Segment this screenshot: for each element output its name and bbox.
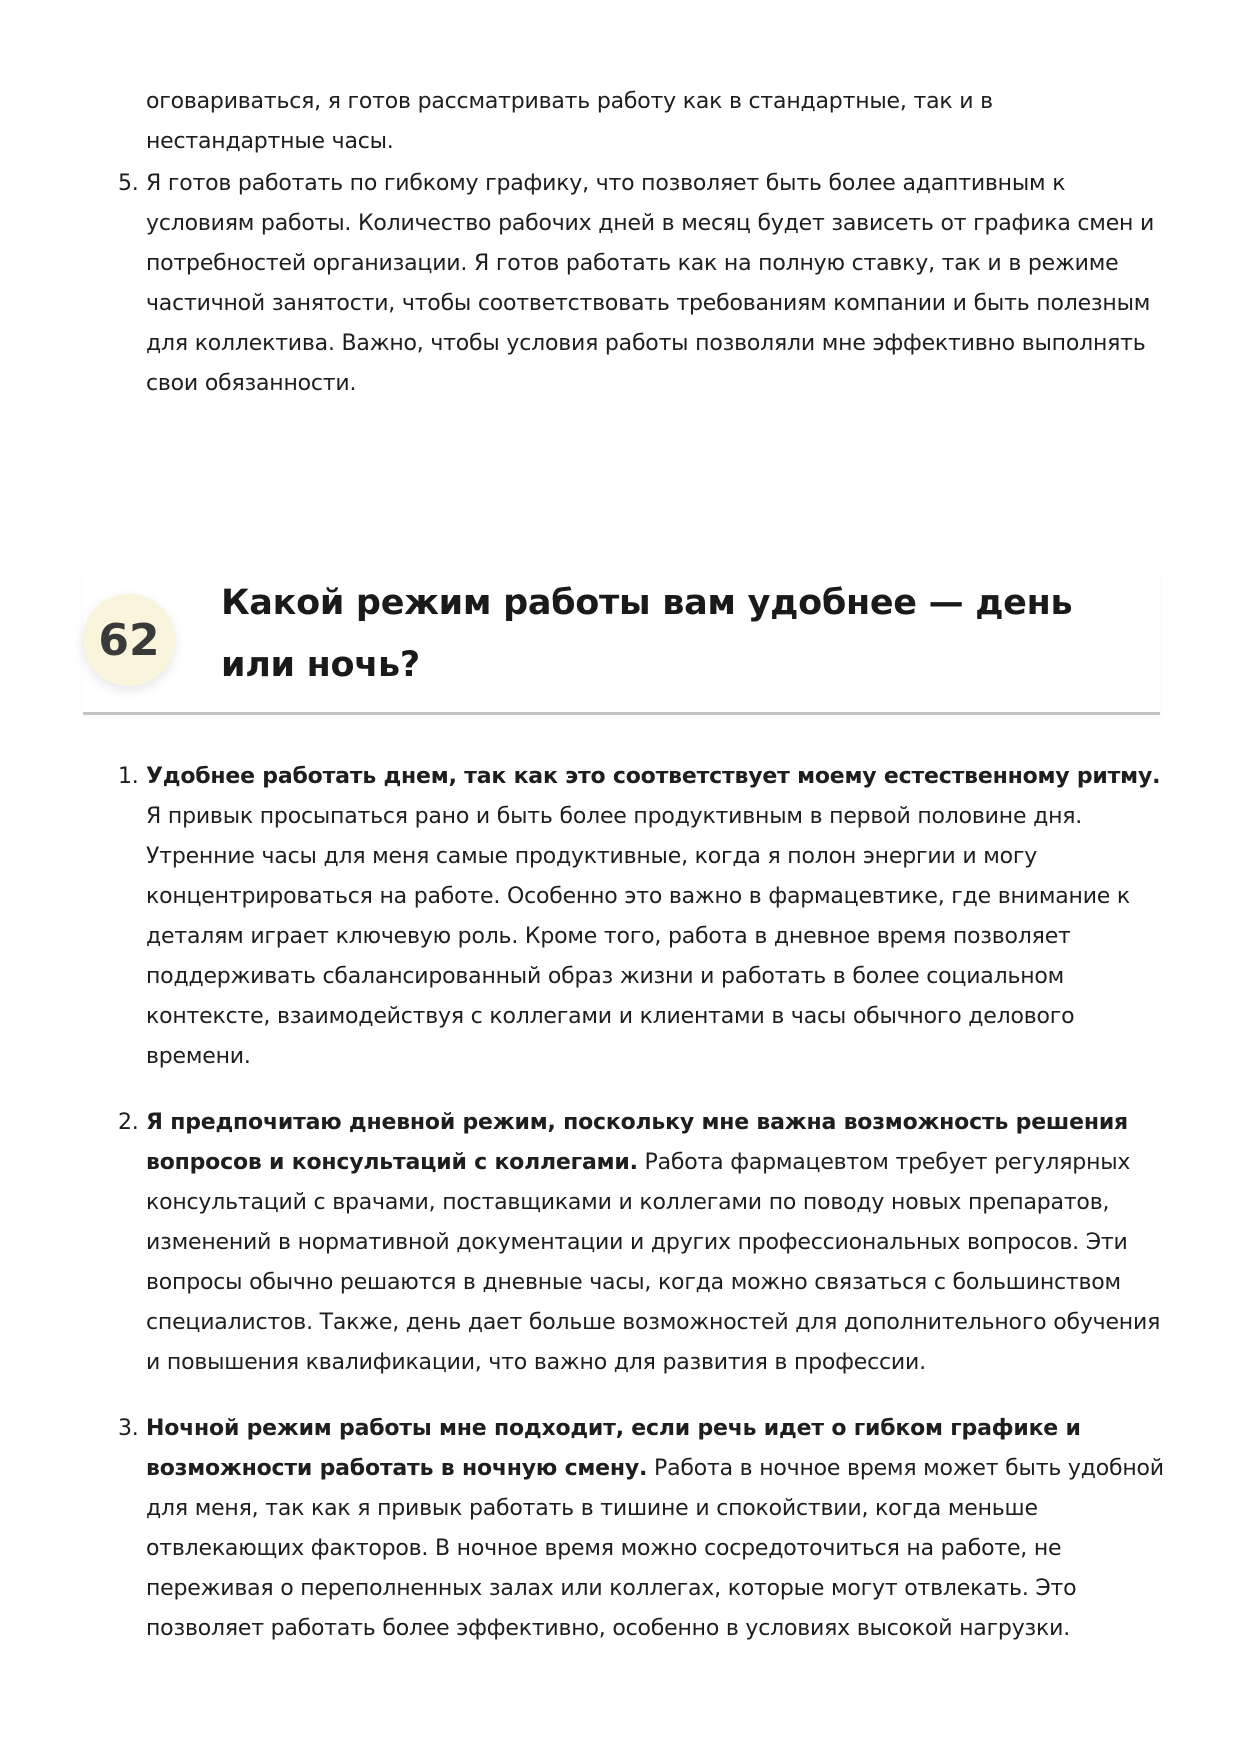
question-title: Какой режим работы вам удобнее — день или ночь?	[221, 583, 1073, 685]
list-number: 1.	[118, 764, 139, 789]
list-number: 3.	[118, 1416, 139, 1441]
question-header	[83, 572, 1160, 715]
list-number: 2.	[118, 1110, 139, 1135]
continuation-paragraph: оговариваться, я готов рассматривать работу как в стандартные, так и в нестандартные часы.	[146, 89, 993, 154]
answer-lead: Ночной режим работы мне подходит, если речь идет о гибком графике и возможности работать в ночную смену.	[146, 1416, 1081, 1481]
answer-text: Я привык просыпаться рано и быть более продуктивным в первой половине дня. Утренние часы для меня самые продуктивные, когда я полон энергии и могу концентрироваться на работе. Особенно это важно в фармацевтике, где внимание к деталям играет ключевую роль. Кроме того, работа в дневное время позволяет поддерживать сбалансированный образ жизни и работать в более социальном контексте, взаимодействуя с коллегами и клиентами в часы обычного делового времени.	[146, 804, 1131, 1069]
answer-lead: Удобнее работать днем, так как это соответствует моему естественному ритму.	[146, 764, 1161, 789]
answer-text: Работа фармацевтом требует регулярных консультаций с врачами, поставщиками и коллегами по поводу новых препаратов, изменений в нормативной документации и других профессиональных вопросов. Эти вопросы обычно решаются в дневные часы, когда можно связаться с большинством специалистов. Также, день дает больше возможностей для дополнительного обучения и повышения квалификации, что важно для развития в профессии.	[146, 1150, 1161, 1375]
list-number: 5.	[118, 171, 139, 196]
previous-answer-list	[118, 164, 1166, 404]
list-item	[118, 164, 1166, 404]
answer-list	[118, 757, 1166, 1649]
answer-lead: Я предпочитаю дневной режим, поскольку мне важна возможность решения вопросов и консультаций с коллегами.	[146, 1110, 1128, 1175]
answer-text: Работа в ночное время может быть удобной для меня, так как я привык работать в тишине и спокойствии, когда меньше отвлекающих факторов. В ночное время можно сосредоточиться на работе, не переживая о переполненных залах или коллегах, которые могут отвлекать. Это позволяет работать более эффективно, особенно в условиях высокой нагрузки.	[146, 1456, 1164, 1641]
list-item	[118, 1409, 1166, 1649]
list-item	[118, 757, 1166, 1077]
list-item-text: Я готов работать по гибкому графику, что позволяет быть более адаптивным к условиям работы. Количество рабочих дней в месяц будет зависеть от графика смен и потребностей организации. Я готов работать как на полную ставку, так и в режиме частичной занятости, чтобы соответствовать требованиям компании и быть полезным для коллектива. Важно, чтобы условия работы позволяли мне эффективно выполнять свои обязанности.	[146, 171, 1155, 396]
list-item	[118, 1103, 1166, 1383]
question-number-badge: 62	[83, 594, 175, 686]
